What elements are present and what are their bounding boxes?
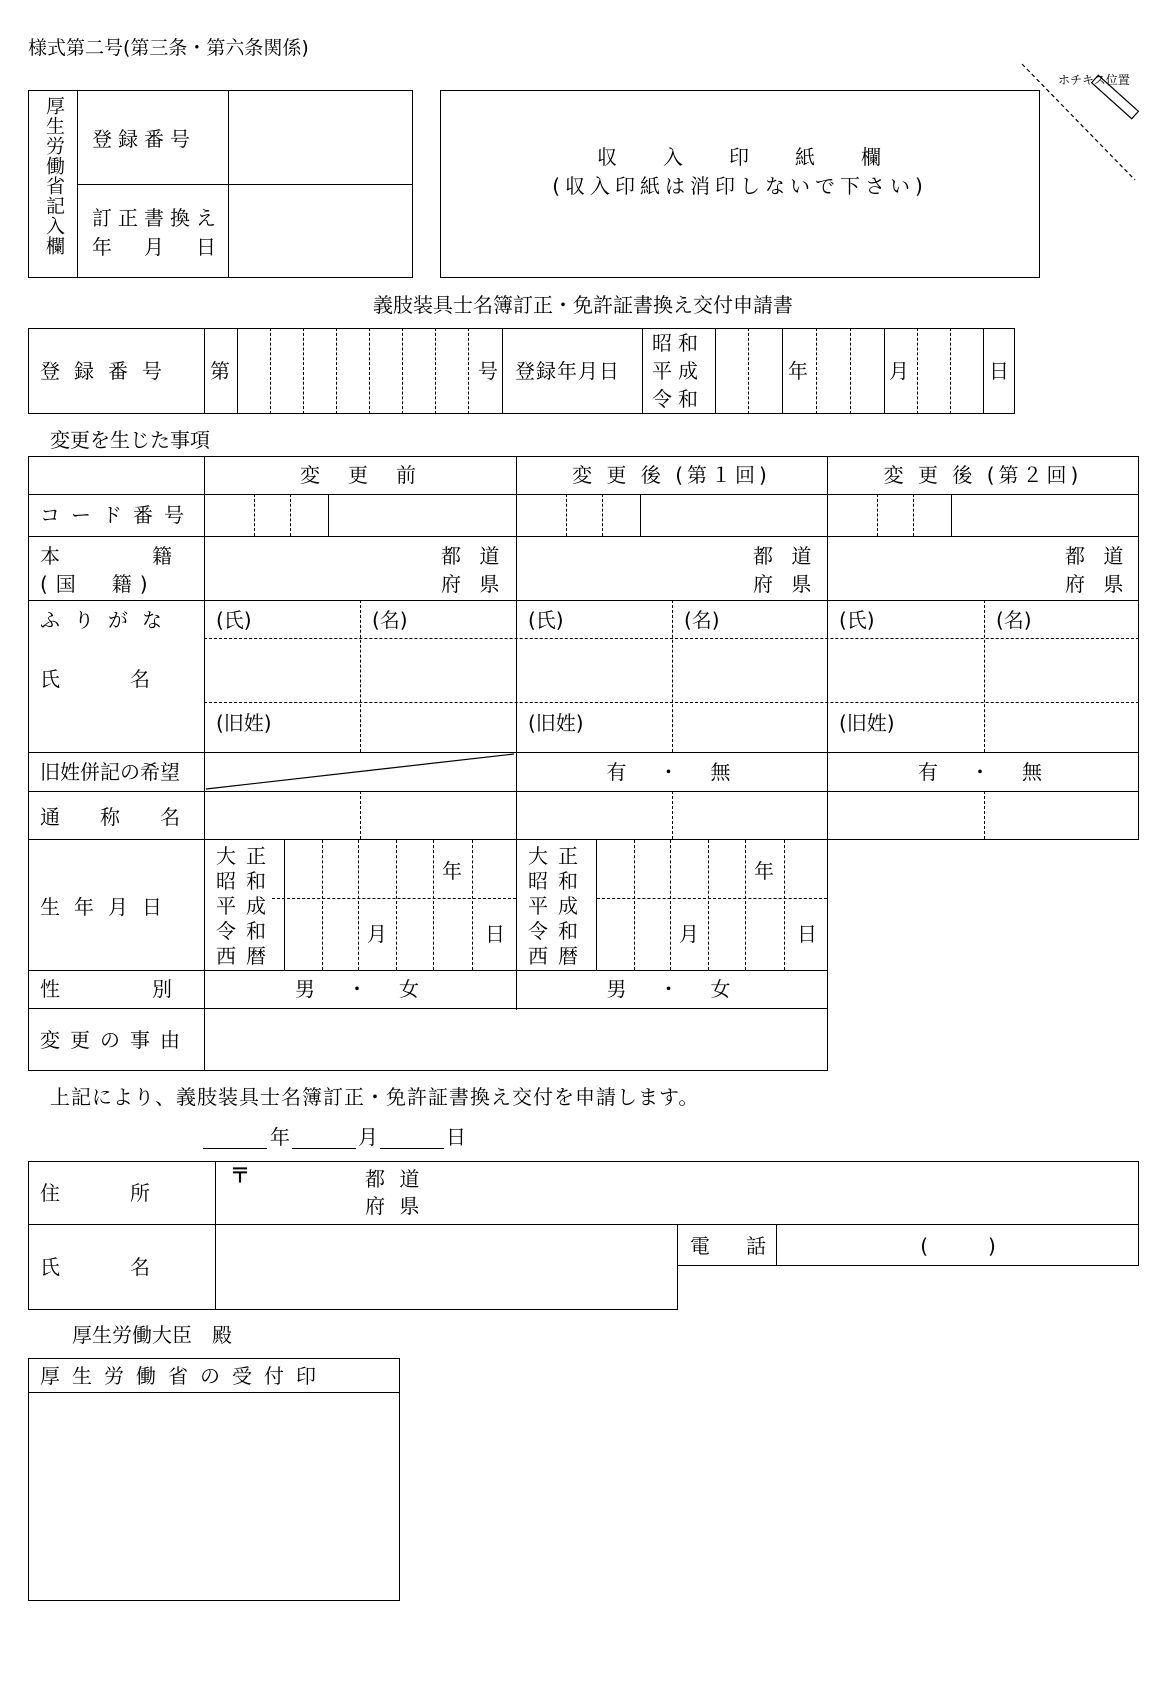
code-after1-input[interactable] [517,495,826,535]
name-after1-input[interactable] [517,640,826,701]
honseki-before-todo: 都 道 [441,544,506,568]
official-reg-no-field[interactable] [229,91,412,183]
date-month-label: 月 [358,1125,378,1149]
address-input[interactable] [216,1162,1138,1223]
honseki-after2-fuken: 府 県 [1065,572,1130,596]
reg-no-label: 登録番号 [40,359,176,383]
address-todo: 都 道 [365,1167,424,1191]
date-day-label: 日 [446,1125,466,1149]
receipt-stamp-label: 厚生労働省の受付印 [40,1364,328,1388]
phone-paren: ( ) [920,1234,996,1258]
section-label: 変更を生じた事項 [50,428,210,452]
name-after2-input[interactable] [828,640,1138,701]
kyusei-after2-label: (旧姓) [839,711,895,735]
applicant-name-input[interactable] [216,1225,677,1309]
correction-label: 訂正書換え [92,206,222,230]
row-honseki-label: 本 籍 [40,544,180,568]
reg-go-label: 号 [478,359,498,383]
address-label: 住 所 [40,1181,160,1205]
row-birth-label: 生年月日 [40,895,176,919]
row-furigana-label: ふりがな [40,608,176,632]
furigana-after1-mei: (名) [684,608,720,632]
name-before-input[interactable] [205,640,515,701]
honseki-after1-todo: 都 道 [753,544,818,568]
reg-era-showa: 昭和 [652,331,704,355]
not-applicable-slash [204,752,516,791]
address-fuken: 府 県 [365,1194,424,1218]
addressee: 厚生労働大臣 殿 [72,1323,232,1347]
birth-before-era-heisei: 平成 [216,894,276,918]
name-label: 氏 名 [40,1255,160,1279]
kyusei-after1-label: (旧姓) [528,711,584,735]
reg-era-heisei: 平成 [652,359,704,383]
postal-mark-icon: 〒 [230,1163,250,1187]
birth-before-day-label: 日 [485,922,505,946]
code-before-input[interactable] [205,495,515,535]
row-tsusho-label: 通 称 名 [40,805,190,829]
reg-year-label: 年 [788,359,808,383]
birth-after1-month-label: 月 [679,922,699,946]
staple-label: ホチキス位置 [1058,73,1130,87]
revenue-stamp-note: (収入印紙は消印しないで下さい) [552,174,928,198]
row-reason-label: 変更の事由 [40,1028,190,1052]
reg-no-input[interactable] [238,329,501,413]
honseki-after1-fuken: 府 県 [753,572,818,596]
row-kyusei-heiki-label: 旧姓併記の希望 [40,760,180,784]
tsusho-after1-input[interactable] [517,793,826,838]
row-sex-label: 性 別 [40,977,180,1001]
kyusei-before-label: (旧姓) [216,711,272,735]
birth-before-month-label: 月 [367,922,387,946]
official-reg-no-label: 登録番号 [92,127,196,151]
date-year-label: 年 [270,1125,290,1149]
correction-date-field[interactable] [229,185,412,277]
reg-date-label: 登録年月日 [515,359,620,383]
form-title: 義肢装具士名簿訂正・免許証書換え交付申請書 [373,293,793,317]
phone-input[interactable] [777,1225,1138,1265]
tsusho-after2-input[interactable] [828,793,1138,838]
birth-after1-era-heisei: 平成 [528,894,588,918]
birth-before-era-taisho: 大正 [216,844,276,868]
reg-era-reiwa: 令和 [652,387,704,411]
honseki-after2-todo: 都 道 [1065,544,1130,568]
furigana-after2-mei: (名) [996,608,1032,632]
col-after-2: 変 更 後 (第２回) [883,463,1083,487]
birth-before-year-label: 年 [442,859,462,883]
birth-before-era-reiwa: 令和 [216,919,276,943]
birth-after1-era-seireki: 西暦 [528,944,588,968]
phone-label: 電 話 [690,1234,774,1258]
reg-day-label: 日 [989,359,1009,383]
birth-after1-era-showa: 昭和 [528,869,588,893]
tsusho-before-input[interactable] [205,793,515,838]
correction-date-label: 年 月 日 [92,235,222,259]
sex-after1-choice[interactable]: 男 ・ 女 [606,977,737,1001]
kyusei-heiki-after1-choice[interactable]: 有 ・ 無 [606,760,737,784]
furigana-before-uji: (氏) [216,608,252,632]
furigana-before-mei: (名) [372,608,408,632]
birth-after1-day-label: 日 [797,922,817,946]
reg-month-label: 月 [889,359,909,383]
sex-before-choice[interactable]: 男 ・ 女 [295,977,425,1001]
birth-after1-era-reiwa: 令和 [528,919,588,943]
reg-dai-label: 第 [210,359,230,383]
change-reason-input[interactable] [205,1010,826,1070]
birth-before-era-showa: 昭和 [216,869,276,893]
birth-after1-year-label: 年 [754,859,774,883]
birth-before-input[interactable] [285,841,515,969]
row-kokuseki-label: (国 籍) [40,572,156,596]
col-after-1: 変 更 後 (第１回) [572,463,771,487]
code-after2-input[interactable] [828,495,1138,535]
birth-before-era-seireki: 西暦 [216,944,276,968]
furigana-after1-uji: (氏) [528,608,564,632]
revenue-stamp-title: 収 入 印 紙 欄 [597,145,883,169]
row-code-label: コード番号 [40,503,195,527]
birth-after1-input[interactable] [597,841,826,969]
birth-after1-era-taisho: 大正 [528,844,588,868]
application-statement: 上記により、義肢装具士名簿訂正・免許証書換え交付を申請します。 [50,1085,700,1109]
form-reference: 様式第二号(第三条・第六条関係) [28,37,309,59]
official-use-label: 厚生労働省記入欄 [43,96,65,256]
furigana-after2-uji: (氏) [839,608,875,632]
application-date-input[interactable] [203,1122,453,1150]
row-name-label: 氏 名 [40,667,160,691]
honseki-before-fuken: 府 県 [441,572,506,596]
receipt-stamp-area[interactable] [29,1394,399,1600]
col-before: 変 更 前 [300,463,420,487]
reg-date-input[interactable] [716,329,982,413]
kyusei-heiki-after2-choice[interactable]: 有 ・ 無 [918,760,1048,784]
